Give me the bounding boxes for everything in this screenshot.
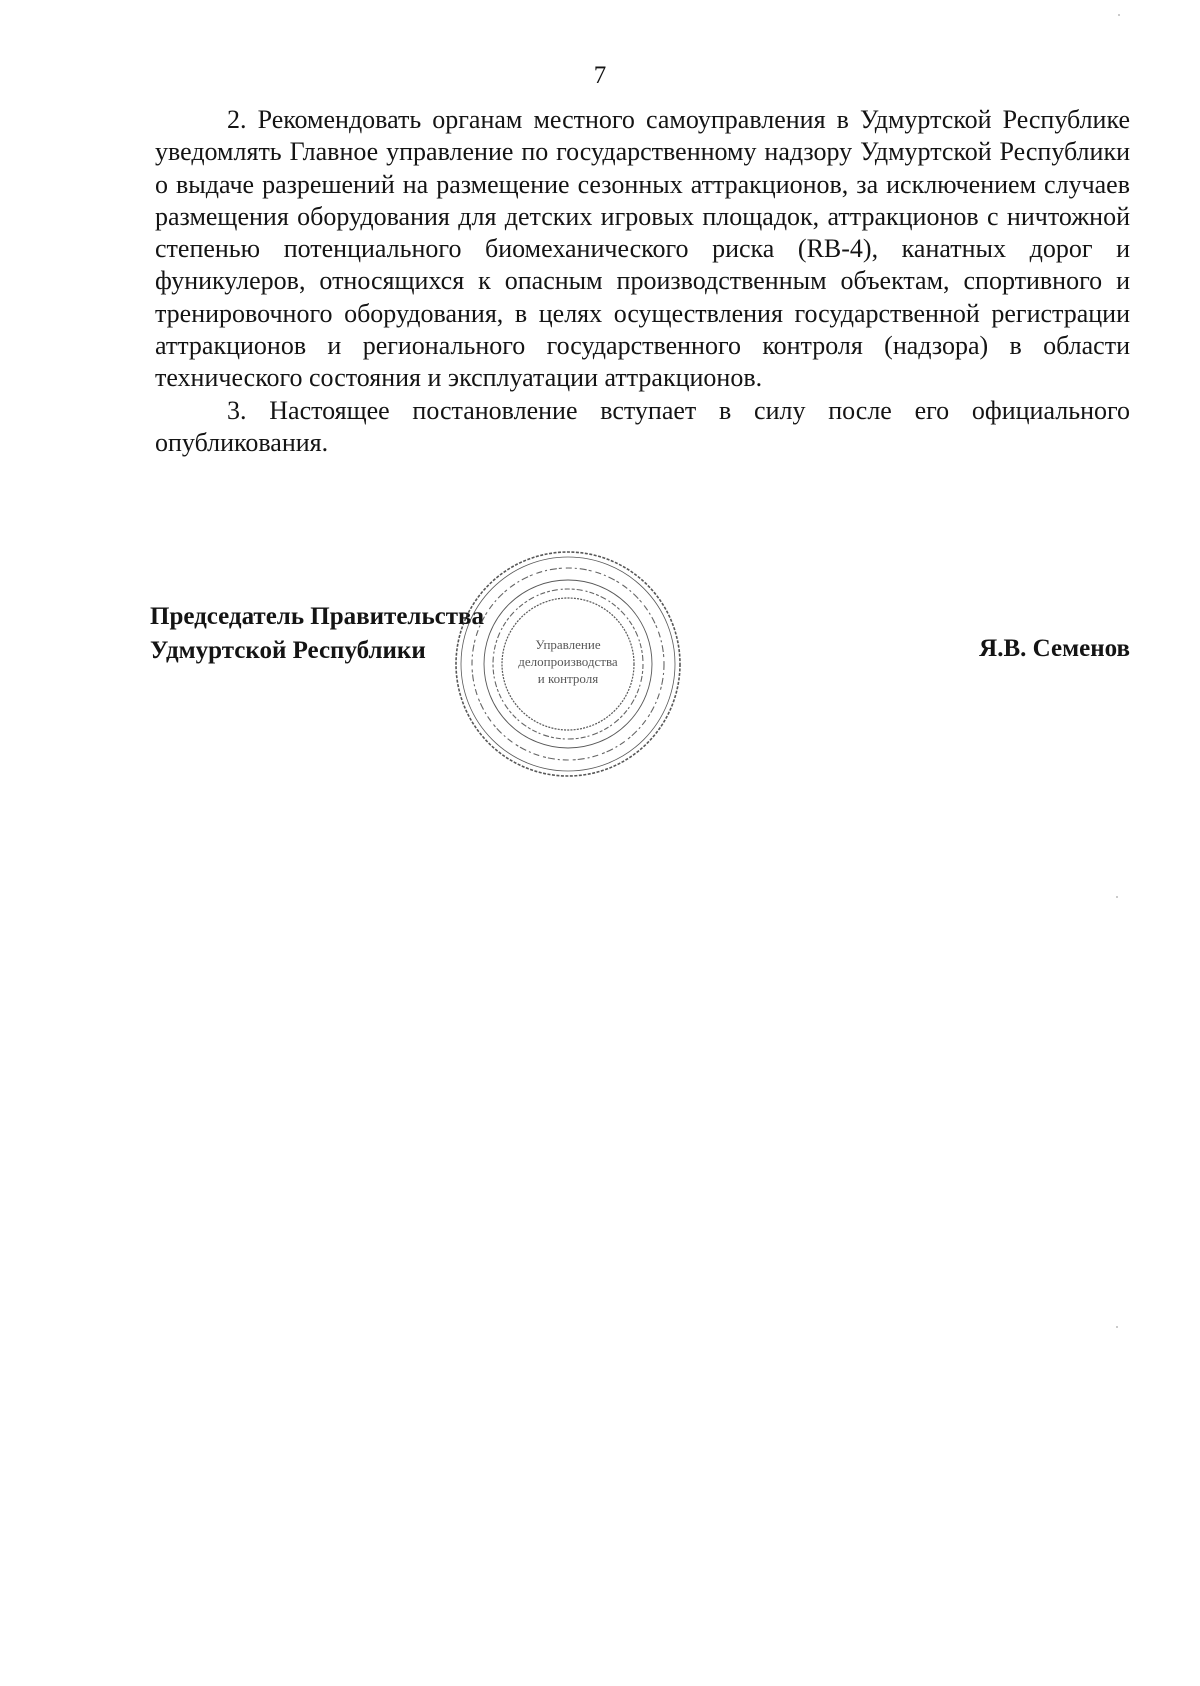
seal-center-line2: делопроизводства (518, 654, 618, 669)
signature-title-line1: Председатель Правительства (150, 603, 485, 630)
seal-center-line3: и контроля (537, 671, 599, 686)
scan-speck (1116, 1326, 1118, 1328)
scan-speck (1118, 14, 1120, 16)
document-body (155, 104, 1130, 459)
paragraph-2: 2. Рекомендовать органам местного самоуправления в Удмуртской Республике уведомлять Главное управление по государственному надзору Удмуртской Республики о выдаче разрешений на размещение сезонных аттракционов, за исключением случаев размещения оборудования для детских игровых площадок, аттракционов с ничтожной степенью потенциального биомеханического риска (RB-4), канатных дорог и фуникулеров, относящихся к опасным производственным объектам, спортивного и тренировочного оборудования, в целях осуществления государственной регистрации аттракционов и регионального государственного контроля (надзора) в области технического состояния и эксплуатации аттракционов. (155, 105, 1130, 393)
signature-title (150, 600, 484, 668)
signature-title-line2: Удмуртской Республики (150, 637, 426, 664)
signer-name: Я.В. Семенов (979, 635, 1130, 662)
paragraph-3: 3. Настоящее постановление вступает в силу после его официального опубликования. (155, 395, 1130, 457)
page-number: 7 (593, 62, 607, 89)
scan-speck (1116, 896, 1118, 898)
official-seal-stamp (452, 548, 684, 780)
seal-center-line1: Управление (535, 637, 601, 652)
